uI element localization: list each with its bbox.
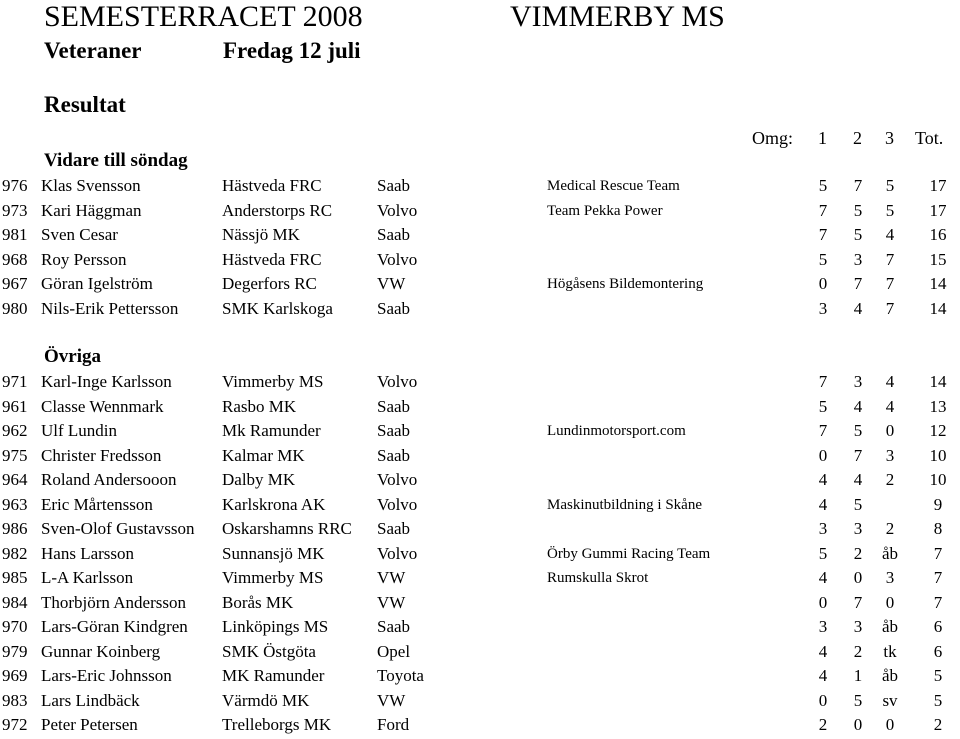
start-number: 967 [2,274,28,293]
round-1-score: 4 [818,494,828,514]
round-2-score: 5 [853,690,863,710]
round-1-score: 7 [818,372,828,391]
round-1-score: 5 [818,543,828,563]
round-3-score: 2 [885,519,895,538]
total-score: 9 [933,494,943,514]
car-make: VW [377,568,406,587]
driver-name: Lars-Eric Johnsson [41,666,172,685]
car-make: Toyota [377,666,424,685]
total-score: 5 [933,666,943,685]
round-2-score: 7 [853,445,863,465]
section-title-others: Övriga [44,346,101,367]
class-label: Veteraner [44,38,142,63]
round-3-score: 0 [885,592,895,612]
table-row [0,470,960,494]
driver-name: Sven-Olof Gustavsson [41,519,195,538]
round-1-score: 3 [818,519,828,538]
event-venue: VIMMERBY MS [510,0,725,33]
round-1-score: 7 [818,200,828,220]
club-name: Oskarshamns RRC [222,519,352,538]
total-score: 14 [929,298,947,318]
event-title: SEMESTERRACET 2008 [44,0,363,33]
driver-name: Hans Larsson [41,543,135,563]
start-number: 962 [2,421,28,440]
round-2-score: 0 [853,715,863,734]
total-score: 6 [933,641,943,661]
car-make: Saab [377,396,411,416]
round-3-score: 3 [885,568,895,587]
column-header-r1: 1 [818,128,827,148]
total-score: 13 [929,396,947,416]
total-score: 6 [933,617,943,636]
round-2-score: 4 [853,470,863,489]
round-2-score: 3 [853,249,863,269]
car-make: Opel [377,641,411,661]
car-make: Volvo [377,494,418,514]
club-name: Vimmerby MS [222,372,324,391]
driver-name: Lars Lindbäck [41,690,140,710]
total-score: 8 [933,519,943,538]
start-number: 973 [2,200,28,220]
round-3-score: 0 [885,421,895,440]
round-1-score: 5 [818,249,828,269]
round-1-score: 3 [818,298,828,318]
column-header-r3: 3 [885,128,894,148]
total-score: 12 [929,421,947,440]
round-3-score: 5 [885,176,895,195]
start-number: 968 [2,249,28,269]
round-3-score: 4 [885,396,895,416]
table-row [0,299,960,323]
table-row [0,715,960,739]
start-number: 981 [2,225,28,244]
total-score: 5 [933,690,943,710]
club-name: Mk Ramunder [222,421,321,440]
sponsor-name: Medical Rescue Team [547,178,680,194]
driver-name: Eric Mårtensson [41,494,153,514]
driver-name: Karl-Inge Karlsson [41,372,172,391]
round-3-score: 7 [885,298,895,318]
start-number: 980 [2,298,28,318]
table-row [0,397,960,421]
sponsor-name: Maskinutbildning i Skåne [547,496,702,513]
start-number: 972 [2,715,28,734]
start-number: 964 [2,470,28,489]
round-2-score: 2 [853,641,863,661]
club-name: Hästveda FRC [222,176,322,195]
driver-name: Ulf Lundin [41,421,118,440]
table-row [0,421,960,445]
driver-name: Peter Petersen [41,715,138,734]
driver-name: Kari Häggman [41,200,142,220]
club-name: Linköpings MS [222,617,329,636]
club-name: Rasbo MK [222,396,297,416]
car-make: VW [377,274,406,293]
car-make: Volvo [377,249,418,269]
club-name: Nässjö MK [222,225,300,244]
start-number: 986 [2,519,28,538]
round-2-score: 2 [853,543,863,563]
table-row [0,372,960,396]
table-row [0,201,960,225]
car-make: Saab [377,445,411,465]
results-heading: Resultat [44,92,126,117]
total-score: 2 [933,715,943,734]
round-1-score: 2 [818,715,828,734]
round-2-score: 5 [853,225,863,244]
start-number: 975 [2,445,28,465]
club-name: MK Ramunder [222,666,325,685]
car-make: Saab [377,298,411,318]
start-number: 969 [2,666,28,685]
total-score: 14 [929,274,947,293]
club-name: Vimmerby MS [222,568,324,587]
table-row [0,446,960,470]
date-label: Fredag 12 juli [223,38,361,63]
table-row [0,617,960,641]
club-name: Trelleborgs MK [222,715,332,734]
table-row [0,568,960,592]
total-score: 16 [929,225,947,244]
round-1-score: 0 [818,592,828,612]
round-1-score: 7 [818,225,828,244]
total-score: 7 [933,592,943,612]
club-name: Värmdö MK [222,690,310,710]
round-2-score: 5 [853,494,863,514]
driver-name: Klas Svensson [41,176,141,195]
start-number: 979 [2,641,28,661]
club-name: Borås MK [222,592,294,612]
sponsor-name: Rumskulla Skrot [547,570,649,586]
driver-name: Christer Fredsson [41,445,162,465]
table-row [0,691,960,715]
table-row [0,225,960,249]
sponsor-name: Team Pekka Power [547,202,663,219]
club-name: Sunnansjö MK [222,543,325,563]
round-3-score: åb [881,543,899,563]
round-3-score: sv [882,690,898,710]
car-make: Ford [377,715,410,734]
club-name: Degerfors RC [222,274,317,293]
round-1-score: 5 [818,396,828,416]
car-make: Saab [377,617,411,636]
round-1-score: 4 [818,470,828,489]
round-2-score: 5 [853,200,863,220]
round-2-score: 5 [853,421,863,440]
table-row [0,495,960,519]
table-row [0,544,960,568]
car-make: Saab [377,519,411,538]
round-1-score: 4 [818,666,828,685]
round-1-score: 4 [818,568,828,587]
total-score: 17 [929,200,947,220]
start-number: 976 [2,176,28,195]
round-3-score: 7 [885,249,895,269]
club-name: SMK Karlskoga [222,298,333,318]
round-1-score: 7 [818,421,828,440]
total-score: 14 [929,372,947,391]
start-number: 983 [2,690,28,710]
table-row [0,176,960,200]
round-2-score: 7 [853,274,863,293]
round-3-score: 7 [885,274,895,293]
round-2-score: 4 [853,396,863,416]
round-3-score: åb [881,617,899,636]
start-number: 971 [2,372,28,391]
driver-name: Nils-Erik Pettersson [41,298,179,318]
round-2-score: 1 [853,666,863,685]
round-3-score: 3 [885,445,895,465]
column-header-total: Tot. [915,128,944,148]
sponsor-name: Örby Gummi Racing Team [547,545,711,562]
car-make: Saab [377,421,411,440]
round-1-score: 3 [818,617,828,636]
column-header-round: Omg: [752,128,794,148]
start-number: 970 [2,617,28,636]
driver-name: Thorbjörn Andersson [41,592,186,612]
total-score: 17 [929,176,947,195]
round-3-score: 4 [885,372,895,391]
table-row [0,274,960,298]
round-2-score: 3 [853,617,863,636]
driver-name: Sven Cesar [41,225,118,244]
round-2-score: 0 [853,568,863,587]
round-1-score: 0 [818,690,828,710]
driver-name: Classe Wennmark [41,396,164,416]
table-row [0,666,960,690]
total-score: 7 [933,568,943,587]
table-row [0,593,960,617]
car-make: Saab [377,176,411,195]
club-name: Karlskrona AK [222,494,326,514]
round-2-score: 3 [853,372,863,391]
round-3-score: 0 [885,715,895,734]
car-make: Volvo [377,200,418,220]
sponsor-name: Högåsens Bildemontering [547,276,704,292]
car-make: Volvo [377,470,418,489]
round-3-score: åb [881,666,899,685]
round-1-score: 0 [818,445,828,465]
car-make: Volvo [377,543,418,563]
start-number: 982 [2,543,28,563]
table-row [0,250,960,274]
start-number: 984 [2,592,28,612]
car-make: Volvo [377,372,418,391]
sponsor-name: Lundinmotorsport.com [547,423,686,439]
driver-name: Lars-Göran Kindgren [41,617,188,636]
round-1-score: 0 [818,274,828,293]
car-make: Saab [377,225,411,244]
table-row [0,642,960,666]
driver-name: Göran Igelström [41,274,153,293]
section-title-advancing: Vidare till söndag [44,150,188,171]
total-score: 15 [929,249,947,269]
total-score: 7 [933,543,943,563]
club-name: Kalmar MK [222,445,305,465]
round-2-score: 3 [853,519,863,538]
round-2-score: 7 [853,592,863,612]
table-row [0,519,960,543]
round-2-score: 4 [853,298,863,318]
total-score: 10 [929,470,947,489]
car-make: VW [377,690,406,710]
round-1-score: 5 [818,176,828,195]
round-2-score: 7 [853,176,863,195]
round-3-score: 5 [885,200,895,220]
start-number: 985 [2,568,28,587]
club-name: Anderstorps RC [222,200,333,220]
driver-name: Roy Persson [41,249,127,269]
driver-name: Roland Andersooon [41,470,177,489]
round-3-score: tk [883,641,897,661]
start-number: 961 [2,396,28,416]
club-name: SMK Östgöta [222,641,316,661]
club-name: Dalby MK [222,470,296,489]
driver-name: L-A Karlsson [41,568,134,587]
total-score: 10 [929,445,947,465]
club-name: Hästveda FRC [222,249,322,269]
round-3-score: 4 [885,225,895,244]
round-3-score: 2 [885,470,895,489]
driver-name: Gunnar Koinberg [41,641,161,661]
car-make: VW [377,592,406,612]
start-number: 963 [2,494,28,514]
round-1-score: 4 [818,641,828,661]
column-header-r2: 2 [853,128,862,148]
